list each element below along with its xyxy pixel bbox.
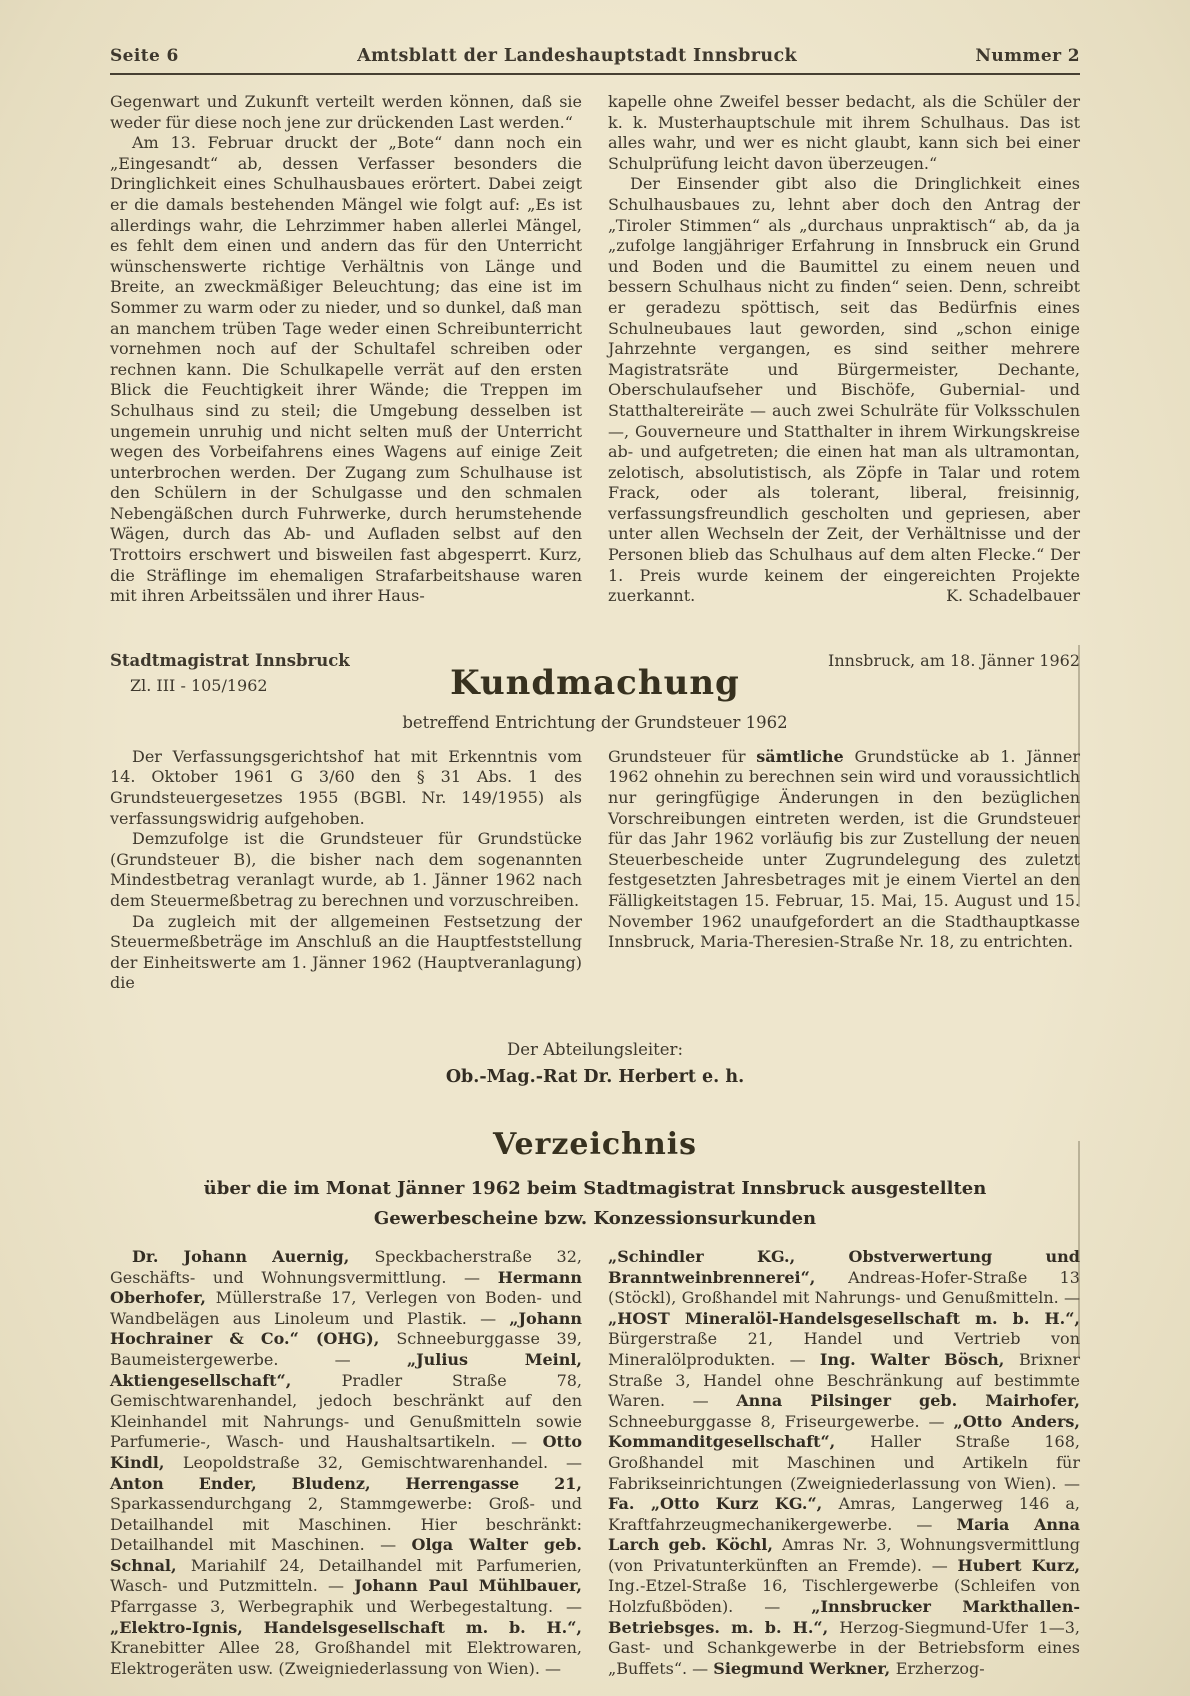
bold-run: sämtliche	[756, 746, 844, 766]
paragraph	[110, 1247, 582, 1679]
article-section	[110, 92, 1080, 607]
kundmachung-left-column	[110, 747, 582, 994]
bold-run: Anton Ender, Bludenz, Herrengasse 21,	[110, 1473, 582, 1493]
verzeichnis-body	[110, 1247, 1080, 1679]
text-run: Brixner Straße 3, Handel ohne Beschränkung auf bestimmte Waren. —	[608, 1349, 1080, 1411]
bold-run: Ing. Walter Bösch,	[819, 1349, 1020, 1369]
paragraph	[110, 912, 582, 994]
kundmachung-signature-block	[110, 1040, 1080, 1087]
article-left-column	[110, 92, 582, 607]
text-run: Haller Straße 168, Großhandel mit Maschinen und Artikeln für Fabrikseinrichtungen (Zweigniederlassung von Wien). —	[608, 1432, 1080, 1493]
text-run: Amras Nr. 3, Wohnungsvermittlung (von Privatunterkünften an Fremde). —	[608, 1535, 1080, 1575]
kundmachung-dateline: Innsbruck, am 18. Jänner 1962	[828, 650, 1080, 670]
scan-artifact-line	[1078, 1141, 1080, 1356]
text-run: kapelle ohne Zweifel besser bedacht, als die Schüler der k. k. Musterhauptschule mit ihrem Schulhaus. Das ist alles wahr, und wer es nicht glaubt, kann sich bei einer Schulprüfung leicht davon überzeugen.“	[608, 92, 1080, 173]
paragraph	[110, 133, 582, 607]
text-run: Grundsteuer für	[608, 746, 757, 766]
bold-run: Hermann Oberhofer,	[110, 1267, 582, 1308]
bold-run: „HOST Mineralöl-Handelsgesellschaft m. b. H.“,	[608, 1308, 1080, 1328]
text-run: Sparkassendurchgang 2, Stammgewerbe: Groß- und Detailhandel mit Maschinen. Hier beschränkt: Detailhandel mit Maschinen. —	[110, 1494, 582, 1555]
verzeichnis-subtitle-line2: Gewerbescheine bzw. Konzessionsurkunden	[373, 1207, 817, 1229]
text-run: Kranebitter Allee 28, Großhandel mit Elektrowaren, Elektrogeräten usw. (Zweigniederlassung von Wien). —	[110, 1638, 582, 1678]
bold-run: „Elektro-Ignis, Handelsgesellschaft m. b. H.“,	[110, 1617, 582, 1637]
article-right-column	[608, 92, 1080, 607]
bold-run: „Johann Hochrainer & Co.“ (OHG),	[110, 1308, 582, 1349]
bold-run: Fa. „Otto Kurz KG.“,	[608, 1494, 839, 1514]
paragraph	[110, 92, 582, 133]
text-run: Müllerstraße 17, Verlegen von Boden- und Wandbelägen aus Linoleum und Plastik. —	[110, 1288, 582, 1328]
signature-name: Ob.-Mag.-Rat Dr. Herbert e. h.	[445, 1066, 745, 1087]
bold-run: Dr. Johann Auernig,	[132, 1246, 375, 1266]
text-run: Schneeburggasse 8, Friseurgewerbe. —	[608, 1411, 954, 1431]
text-run: Erzherzog-	[895, 1658, 985, 1678]
issue-number: Nummer 2	[975, 46, 1080, 66]
paragraph	[608, 92, 1080, 174]
text-run: Am 13. Februar druckt der „Bote“ dann noch ein „Eingesandt“ ab, dessen Verfasser besonders die Dringlichkeit eines Schulhausbaues erörtert. Dabei zeigt er die damals bestehenden Mängel wie folgt auf: „Es ist allerdings wahr, die Lehrzimmer haben allerlei Mängel, es fehlt dem einen und andern das für den Unterricht wünschenswerte richtige Verhältnis von Länge und Breite, an zweckmäßiger Beleuchtung; das eine ist im Sommer zu warm oder zu nieder, und so dunkel, daß man an manchem trüben Tage weder einen Schreibunterricht vornehmen noch auf der Schultafel schreiben oder rechnen kann. Die Schulkapelle verrät auf den ersten Blick die Feuchtigkeit ihrer Wände; die Treppen im Schulhaus sind zu steil; die Umgebung desselben ist ungemein unruhig und nicht selten muß der Unterricht wegen des Vorbeifahrens eines Wagens auf einige Zeit unterbrochen werden. Der Zugang zum Schulhause ist den Schülern in der Schulgasse und den schmalen Nebengäßchen durch Fuhrwerke, durch herumstehende Wägen, durch das Ab- und Aufladen selbst auf den Trottoirs erschwert und bisweilen fast abgesperrt. Kurz, die Sträflinge im ehemaligen Strafarbeitshause waren mit ihren Arbeitssälen und ihrer Haus-	[110, 133, 582, 606]
page-header	[110, 46, 1080, 66]
bold-run: „Schindler KG., Obstverwertung und Branntweinbrennerei“,	[608, 1246, 1080, 1287]
bold-run: Olga Walter geb. Schnal,	[110, 1535, 582, 1575]
bold-run: „Otto Anders, Kommanditgesellschaft“,	[608, 1411, 1080, 1452]
text-run: Pradler Straße 78, Gemischtwarenhandel, jedoch beschränkt auf den Kleinhandel mit Nahrungs- und Genußmitteln sowie Parfumerie-, Wasch- und Haushaltsartikeln. —	[110, 1370, 583, 1452]
text-run: Grundstücke ab 1. Jänner 1962 ohnehin zu berechnen sein wird und voraussichtlich nur geringfügige Änderungen in den bezüglichen Vorschreibungen eintreten werden, ist die Grundsteuer für das Jahr 1962 vorläufig bis zur Zustellung der neuen Steuerbescheide unter Zugrundelegung des zuletzt festgesetzten Jahresbetrages mit je einem Viertel an den Fälligkeitstagen 15. Februar, 15. Mai, 15. August und 15. November 1962 unaufgefordert an die Stadthauptkasse Innsbruck, Maria-Theresien-Straße Nr. 18, zu entrichten.	[608, 746, 1080, 952]
kundmachung-right-column	[608, 747, 1080, 994]
scan-artifact-line	[1078, 645, 1080, 907]
text-run: Da zugleich mit der allgemeinen Festsetzung der Steuermeßbeträge im Anschluß an die Hauptfeststellung der Einheitswerte am 1. Jänner 1962 (Hauptveranlagung) die	[110, 911, 582, 993]
verzeichnis-title: Verzeichnis	[492, 1126, 698, 1162]
text-run: Andreas-Hofer-Straße 13 (Stöckl), Großhandel mit Nahrungs- und Genußmitteln. —	[608, 1267, 1080, 1308]
kundmachung-issuer-block	[110, 651, 410, 695]
text-run: Pfarrgasse 3, Werbegraphik und Werbegestaltung. —	[110, 1597, 582, 1617]
page-number: Seite 6	[110, 46, 179, 66]
header-rule	[110, 73, 1080, 75]
paragraph	[608, 174, 1080, 606]
bold-run: „Innsbrucker Markthallen-Betriebsges. m. b. H.“,	[608, 1597, 1081, 1637]
kundmachung-body	[110, 747, 1080, 994]
text-run: Ing.-Etzel-Straße 16, Tischlergewerbe (Schleifen von Holzfußböden). —	[608, 1576, 1080, 1617]
paragraph	[608, 747, 1080, 953]
text-run: Speckbacherstraße 32, Geschäfts- und Wohnungsvermittlung. —	[110, 1246, 583, 1287]
text-run: Leopoldstraße 32, Gemischtwarenhandel. —	[182, 1452, 582, 1472]
verzeichnis-subtitle-line1: über die im Monat Jänner 1962 beim Stadtmagistrat Innsbruck ausgestellten	[203, 1177, 987, 1199]
kundmachung-header	[110, 651, 1080, 703]
paragraph	[608, 1247, 1080, 1679]
issuer-name: Stadtmagistrat Innsbruck	[110, 650, 350, 670]
kundmachung-title: Kundmachung	[450, 662, 740, 703]
reference-number: Zl. III - 105/1962	[130, 675, 268, 695]
verzeichnis-left-column	[110, 1247, 582, 1679]
signature-role: Der Abteilungsleiter:	[507, 1039, 683, 1059]
bold-run: „Julius Meinl, Aktiengesellschaft“,	[110, 1349, 583, 1390]
text-run: Bürgerstraße 21, Handel und Vertrieb von Mineralölprodukten. —	[608, 1329, 1080, 1369]
article-author-signature: K. Schadelbauer	[946, 586, 1080, 606]
verzeichnis-right-column	[608, 1247, 1080, 1679]
bold-run: Johann Paul Mühlbauer,	[354, 1576, 582, 1596]
paragraph	[110, 747, 582, 829]
article-right-paragraphs	[608, 92, 1080, 607]
text-run: Gegenwart und Zukunft verteilt werden können, daß sie weder für diese noch jene zur drückenden Last werden.“	[110, 92, 582, 132]
kundmachung-subtitle: betreffend Entrichtung der Grundsteuer 1962	[402, 712, 788, 732]
text-run: Der Verfassungsgerichtshof hat mit Erkenntnis vom 14. Oktober 1961 G 3/60 den § 31 Abs. 1 des Grundsteuergesetzes 1955 (BGBl. Nr. 149/1955) als verfassungswidrig aufgehoben.	[110, 746, 582, 828]
bold-run: Siegmund Werkner,	[713, 1658, 896, 1678]
text-run: Herzog-Siegmund-Ufer 1—3, Gast- und Schankgewerbe in der Betriebsform eines „Buffets“. —	[608, 1617, 1081, 1678]
bold-run: Hubert Kurz,	[957, 1555, 1081, 1575]
text-run: Demzufolge ist die Grundsteuer für Grundstücke (Grundsteuer B), die bisher nach dem sogenannten Mindestbetrag veranlagt wurde, ab 1. Jänner 1962 nach dem Steuermeßbetrag zu berechnen und vorzuschreiben.	[110, 829, 582, 910]
text-run: Schneeburggasse 39, Baumeistergewerbe. —	[110, 1329, 582, 1369]
text-run: Der Einsender gibt also die Dringlichkeit eines Schulhausbaues zu, lehnt aber doch den Antrag der „Tiroler Stimmen“ als „durchaus unpraktisch“ ab, da ja „zufolge langjähriger Erfahrung in Innsbruck ein Grund und Boden und die Baumittel zu einem neuen und bessern Schulhaus nicht zu finden“ seien. Denn, schreibt er geradezu spöttisch, seit das Bedürfnis eines Schulneubaues laut geworden, sind „schon einige Jahrzehnte vergangen, es sind seither mehrere Magistratsräte und Bürgermeister, Dechante, Oberschulaufseher und Bischöfe, Gubernial- und Statthaltereiräte — auch zwei Schulräte für Volksschulen —, Gouverneure und Statthalter in ihrem Wirkungskreise ab- und aufgetreten; die einen hat man als ultramontan, zelotisch, absolutistisch, als Zöpfe in Talar und rotem Frack, oder als tolerant, liberal, freisinnig, verfassungsfreundlich gescholten und gepriesen, aber unter allen Wechseln der Zeit, der Verhältnisse und der Personen blieb das Schulhaus auf dem alten Flecke.“ Der 1. Preis wurde keinem der eingereichten Projekte zuerkannt.	[608, 174, 1080, 606]
bold-run: Anna Pilsinger geb. Mairhofer,	[736, 1391, 1080, 1411]
bold-run: Otto Kindl,	[110, 1432, 582, 1472]
paragraph	[110, 829, 582, 911]
text-run: Mariahilf 24, Detailhandel mit Parfumerien, Wasch- und Putzmitteln. —	[110, 1555, 582, 1596]
bold-run: Maria Anna Larch geb. Köchl,	[608, 1514, 1080, 1555]
text-run: Amras, Langerweg 146 a, Kraftfahrzeugmechanikergewerbe. —	[608, 1494, 1081, 1534]
gazette-title: Amtsblatt der Landeshauptstadt Innsbruck	[357, 46, 798, 66]
